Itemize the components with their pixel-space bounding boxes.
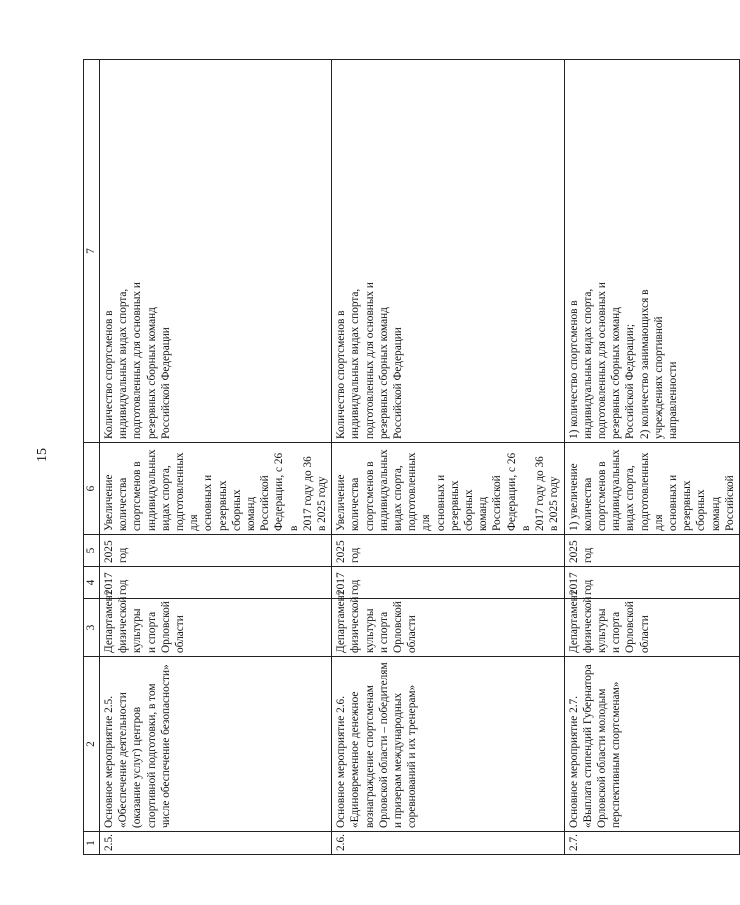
indicator: Количество спортсменов в индивидуальных видах спорта, подготовленных для основных и резервных сборных команд Российской Федерации bbox=[100, 60, 332, 443]
activity-name: Основное мероприятие 2.6. «Единовременное денежное вознаграждение спортсменам Орловской области – победителям и призерам международных соревнований и их тренерам» bbox=[332, 657, 564, 832]
rotated-page-content bbox=[83, 60, 736, 855]
column-header-1: 1 bbox=[84, 832, 100, 855]
expected-result: Увеличение количества спортсменов в индивидуальных видах спорта, подготовленных для основных и резервных сборных команд Российской Федерации, с 26 в 2017 году до 36 в 2025 году bbox=[100, 443, 332, 535]
column-header-4: 4 bbox=[84, 567, 100, 599]
table-row bbox=[100, 60, 332, 855]
executor: Департамент физической культуры и спорта Орловской области bbox=[100, 599, 332, 657]
column-header-6: 6 bbox=[84, 443, 100, 535]
end-year: 2025 год bbox=[332, 535, 564, 567]
program-activities-table bbox=[83, 59, 740, 855]
row-number: 2.6. bbox=[332, 832, 564, 855]
activity-name: Основное мероприятие 2.7. «Выплата стипендий Губернатора Орловской области молодым перспективным спортсменам» bbox=[564, 657, 739, 832]
table-row bbox=[332, 60, 564, 855]
end-year: 2025 год bbox=[564, 535, 739, 567]
table-row bbox=[564, 60, 739, 855]
expected-result: Увеличение количества спортсменов в индивидуальных видах спорта, подготовленных для основных и резервных сборных команд Российской Федерации, с 26 в 2017 году до 36 в 2025 году bbox=[332, 443, 564, 535]
indicator: Количество спортсменов в индивидуальных видах спорта, подготовленных для основных и резервных сборных команд Российской Федерации bbox=[332, 60, 564, 443]
column-header-5: 5 bbox=[84, 535, 100, 567]
page-number: 15 bbox=[35, 448, 50, 462]
rotated-table-area bbox=[83, 60, 736, 855]
expected-result: 1) увеличение количества спортсменов в индивидуальных видах спорта, подготовленных для основных и резервных сборных команд Российской bbox=[564, 443, 739, 535]
executor: Департамент физической культуры и спорта Орловской области bbox=[564, 599, 739, 657]
start-year: 2017 год bbox=[332, 567, 564, 599]
start-year: 2017 год bbox=[100, 567, 332, 599]
start-year: 2017 год bbox=[564, 567, 739, 599]
indicator: 1) количество спортсменов в индивидуальных видах спорта, подготовленных для основных и резервных сборных команд Российской Федерации; 2) количество занимающихся в учреждениях спортивной направленности bbox=[564, 60, 739, 443]
executor: Департамент физической культуры и спорта Орловской области bbox=[332, 599, 564, 657]
column-header-2: 2 bbox=[84, 657, 100, 832]
activity-name: Основное мероприятие 2.5. «Обеспечение деятельности (оказание услуг) центров спортивной подготовки, в том числе обеспечение безопасности» bbox=[100, 657, 332, 832]
column-header-3: 3 bbox=[84, 599, 100, 657]
row-number: 2.5. bbox=[100, 832, 332, 855]
column-header-7: 7 bbox=[84, 60, 100, 443]
row-number: 2.7. bbox=[564, 832, 739, 855]
end-year: 2025 год bbox=[100, 535, 332, 567]
table-header-row bbox=[84, 60, 100, 855]
